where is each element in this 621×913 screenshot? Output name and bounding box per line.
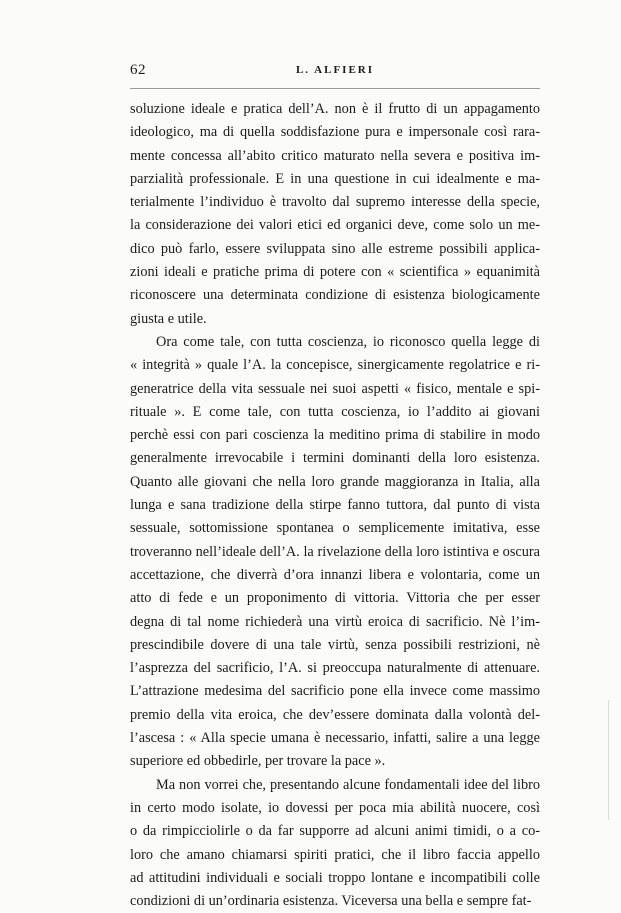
text-line: atto di fede e un proponimento di vittoria. Vittoria che per esser <box>130 590 540 607</box>
running-head: L. ALFIERI <box>295 64 375 76</box>
text-line: « integrità » quale l’A. la concepisce, sinergicamente regolatrice e ri- <box>130 357 540 374</box>
text-line: o da rimpicciolirle o da far supporre ad alcuni animi timidi, o a co- <box>130 823 540 840</box>
text-line: giusta e utile. <box>130 310 207 327</box>
text-line: loro che amano chiamarsi spiriti pratici, che il libro faccia appello <box>130 846 540 863</box>
page-header <box>130 62 540 86</box>
paragraph <box>130 331 540 774</box>
text-line: riconoscere una determinata condizione di esistenza biologicamente <box>130 287 540 304</box>
page-number: 62 <box>130 62 146 78</box>
text-line: accettazione, che diverrà d’ora innanzi libera e volontaria, come un <box>130 566 540 583</box>
text-line: mente concessa all’abito critico maturato nella severa e positiva im- <box>130 147 540 164</box>
header-rule <box>130 88 540 89</box>
text-line: l’asprezza del sacrificio, l’A. si preoccupa naturalmente di attenuare. <box>130 660 540 677</box>
text-line: terialmente l’individuo è travolto dal supremo interesse della specie, <box>130 194 540 211</box>
text-line: Quanto alle giovani che nella loro grande maggioranza in Italia, alla <box>130 473 540 490</box>
text-line: L’attrazione medesima del sacrificio pone ella invece come massimo <box>130 683 540 700</box>
body-text <box>130 98 540 913</box>
text-line: prescindibile dovere di una tale virtù, senza possibili restrizioni, nè <box>130 636 540 653</box>
text-line: parzialità professionale. E in una questione in cui idealmente e ma- <box>130 170 540 187</box>
text-line: generalmente irrevocabile i termini dominanti della loro esistenza. <box>130 450 540 467</box>
text-line: rituale ». E come tale, con tutta coscienza, io l’addito ai giovani <box>130 403 540 420</box>
text-line: Ma non vorrei che, presentando alcune fondamentali idee del libro <box>156 776 540 793</box>
text-line: zioni ideali e pratiche prima di potere con « scientifica » equanimità <box>130 264 540 281</box>
text-line: la considerazione dei valori etici ed organici deve, come solo un me- <box>130 217 540 234</box>
text-line: ideologico, ma di quella soddisfazione pura e impersonale così rara- <box>130 124 540 141</box>
text-line: perchè essi con pari coscienza la meditino prima di stabilire in modo <box>130 427 540 444</box>
text-line: Ora come tale, con tutta coscienza, io riconosco quella legge di <box>156 333 540 350</box>
text-line: sessuale, sottomissione spontanea o semplicemente imitativa, esse <box>130 520 540 537</box>
text-line: dico può farlo, essere sviluppata sino alle estreme possibili applica- <box>130 240 540 257</box>
text-line: condizioni di un’ordinaria esistenza. Viceversa una bella e sempre fat- <box>130 893 532 910</box>
paragraph <box>130 98 540 331</box>
text-line: soluzione ideale e pratica dell’A. non è il frutto di un appagamento <box>130 101 540 117</box>
text-line: in certo modo isolate, io dovessi per poca mia abilità nuocere, così <box>130 799 540 816</box>
text-line: ad attitudini individuali e sociali troppo lontane e incompatibili colle <box>130 869 540 886</box>
text-line: lunga e sana tradizione della stirpe fanno tuttora, dal punto di vista <box>130 497 540 514</box>
paragraph <box>130 774 540 913</box>
text-line: generatrice della vita sessuale nei suoi aspetti « fisico, mentale e spi- <box>130 380 540 397</box>
text-line: degna di tal nome richiederà una virtù eroica di sacrificio. Nè l’im- <box>130 613 540 630</box>
text-line: premio della vita eroica, che dev’essere dominata dalla volontà del- <box>130 706 540 723</box>
text-line: superiore ed obbedirle, per trovare la pace ». <box>130 753 386 770</box>
text-line: troveranno nell’ideale dell’A. la rivelazione della loro istintiva e oscura <box>130 543 540 560</box>
text-line: l’ascesa : « Alla specie umana è necessario, infatti, salire a una legge <box>130 730 540 747</box>
scan-edge-mark <box>608 700 609 820</box>
